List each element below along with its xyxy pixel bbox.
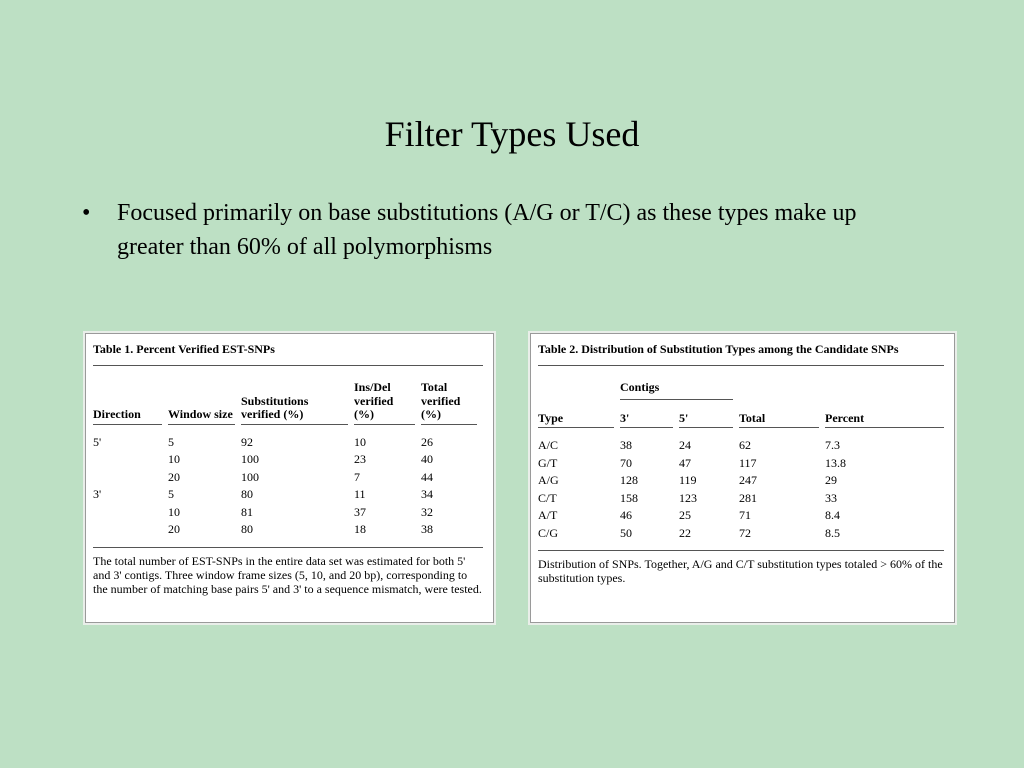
table-cell: 46: [620, 508, 632, 522]
table2-bottom-rule: [538, 550, 944, 551]
table2-header-type: Type: [538, 412, 620, 430]
bullet-text: Focused primarily on base substitutions (A/G or T/C) as these types make up greater than 60% of all polymorphisms: [117, 200, 857, 260]
table-cell: 40: [421, 452, 433, 466]
table-cell: 11: [354, 487, 366, 501]
table-cell: 80: [241, 522, 253, 536]
table-cell: 117: [739, 455, 757, 470]
table-cell: [93, 504, 168, 522]
table1-panel: [85, 333, 494, 623]
table-row: [538, 437, 944, 455]
table-cell: 26: [421, 434, 433, 449]
table-cell: 50: [620, 525, 632, 540]
table-cell: 72: [739, 525, 751, 540]
table-cell: 23: [354, 452, 366, 466]
table-cell: 10: [354, 434, 366, 449]
table-cell: 123: [679, 490, 697, 505]
table-cell: 7: [354, 469, 360, 484]
table-cell: 32: [421, 504, 433, 519]
table2-panel: [530, 333, 955, 623]
table-row: [538, 525, 944, 543]
table-cell: 81: [241, 504, 253, 519]
table-row: [538, 455, 944, 473]
table1-header-window-size: Window size: [168, 381, 241, 426]
table1-note: The total number of EST-SNPs in the entire data set was estimated for both 5' and 3' contigs. Three window frame sizes (5, 10, and 20 bp), corresponding to the number of matching base pairs 5' and 3' to a sequence mismatch, were tested.: [93, 553, 482, 596]
table-cell: 47: [679, 455, 691, 470]
table-cell: 37: [354, 504, 366, 519]
table1-header-direction: Direction: [93, 381, 168, 426]
table-cell: 62: [739, 438, 751, 452]
table-cell: 24: [679, 438, 691, 452]
table-cell: 5: [168, 487, 174, 501]
table-cell: 33: [825, 490, 837, 505]
table-row: [538, 472, 944, 490]
table-cell: 10: [168, 452, 180, 466]
table-row: [93, 521, 483, 539]
table1: [93, 366, 483, 539]
table-cell: 20: [168, 469, 180, 484]
table1-caption: Table 1. Percent Verified EST-SNPs: [93, 342, 275, 356]
table-cell: 80: [241, 487, 253, 501]
table-cell: 38: [421, 522, 433, 536]
table-cell: 20: [168, 522, 180, 536]
table-cell: G/T: [538, 455, 558, 470]
table-row: [93, 434, 483, 452]
slide-title: Filter Types Used: [384, 114, 640, 154]
bullet-item: [82, 196, 902, 264]
table2-header-total: Total: [739, 412, 825, 430]
table-cell: A/C: [538, 438, 559, 452]
table-cell: 281: [739, 490, 757, 505]
table-cell: 100: [241, 452, 259, 466]
table-row: [93, 451, 483, 469]
table-cell: 10: [168, 504, 180, 519]
table-cell: [93, 469, 168, 487]
table-cell: A/T: [538, 508, 558, 522]
table-cell: 25: [679, 508, 691, 522]
table2-group-header-row: [538, 381, 944, 401]
table-cell: 13.8: [825, 455, 846, 470]
table2-header-contigs: Contigs: [620, 381, 739, 401]
table-row: [93, 504, 483, 522]
table1-header-row: [93, 381, 483, 426]
table-cell: [93, 451, 168, 469]
table-cell: 92: [241, 434, 253, 449]
table-cell: 34: [421, 487, 433, 501]
table-row: [538, 490, 944, 508]
table2-caption: Table 2. Distribution of Substitution Types among the Candidate SNPs: [538, 342, 899, 356]
table-cell: 29: [825, 473, 837, 487]
table-cell: 44: [421, 469, 433, 484]
table2-header-percent: Percent: [825, 412, 944, 430]
table-cell: 100: [241, 469, 259, 484]
table-cell: 18: [354, 522, 366, 536]
table-cell: 38: [620, 438, 632, 452]
bullet-mark: •: [82, 200, 91, 226]
table-cell: C/G: [538, 525, 559, 540]
table-cell: A/G: [538, 473, 559, 487]
table2: [538, 366, 944, 542]
table-cell: 7.3: [825, 438, 840, 452]
table-cell: [93, 521, 168, 539]
table1-header-insdel: Ins/Del verified (%): [354, 381, 421, 426]
table-cell: 247: [739, 473, 757, 487]
table-cell: 5: [168, 434, 174, 449]
table-cell: 3': [93, 487, 102, 501]
bullet-list: [82, 196, 902, 264]
table2-note: Distribution of SNPs. Together, A/G and C/T substitution types totaled > 60% of the substitution types.: [538, 557, 943, 585]
table-cell: C/T: [538, 490, 557, 505]
table1-header-substitutions: Substitutions verified (%): [241, 381, 354, 426]
table-cell: 5': [93, 434, 102, 449]
table-cell: 8.5: [825, 525, 840, 540]
table-cell: 8.4: [825, 508, 840, 522]
table2-header-5prime: 5': [679, 412, 739, 430]
table2-header-3prime: 3': [620, 412, 679, 430]
table-cell: 119: [679, 473, 697, 487]
table1-bottom-rule: [93, 547, 483, 548]
table1-header-total: Total verified (%): [421, 381, 483, 426]
table-cell: 22: [679, 525, 691, 540]
table-cell: 70: [620, 455, 632, 470]
table-cell: 71: [739, 508, 751, 522]
table-cell: 128: [620, 473, 638, 487]
table-row: [538, 507, 944, 525]
table2-header-row: [538, 412, 944, 430]
table-row: [93, 486, 483, 504]
table-cell: 158: [620, 490, 638, 505]
table-row: [93, 469, 483, 487]
